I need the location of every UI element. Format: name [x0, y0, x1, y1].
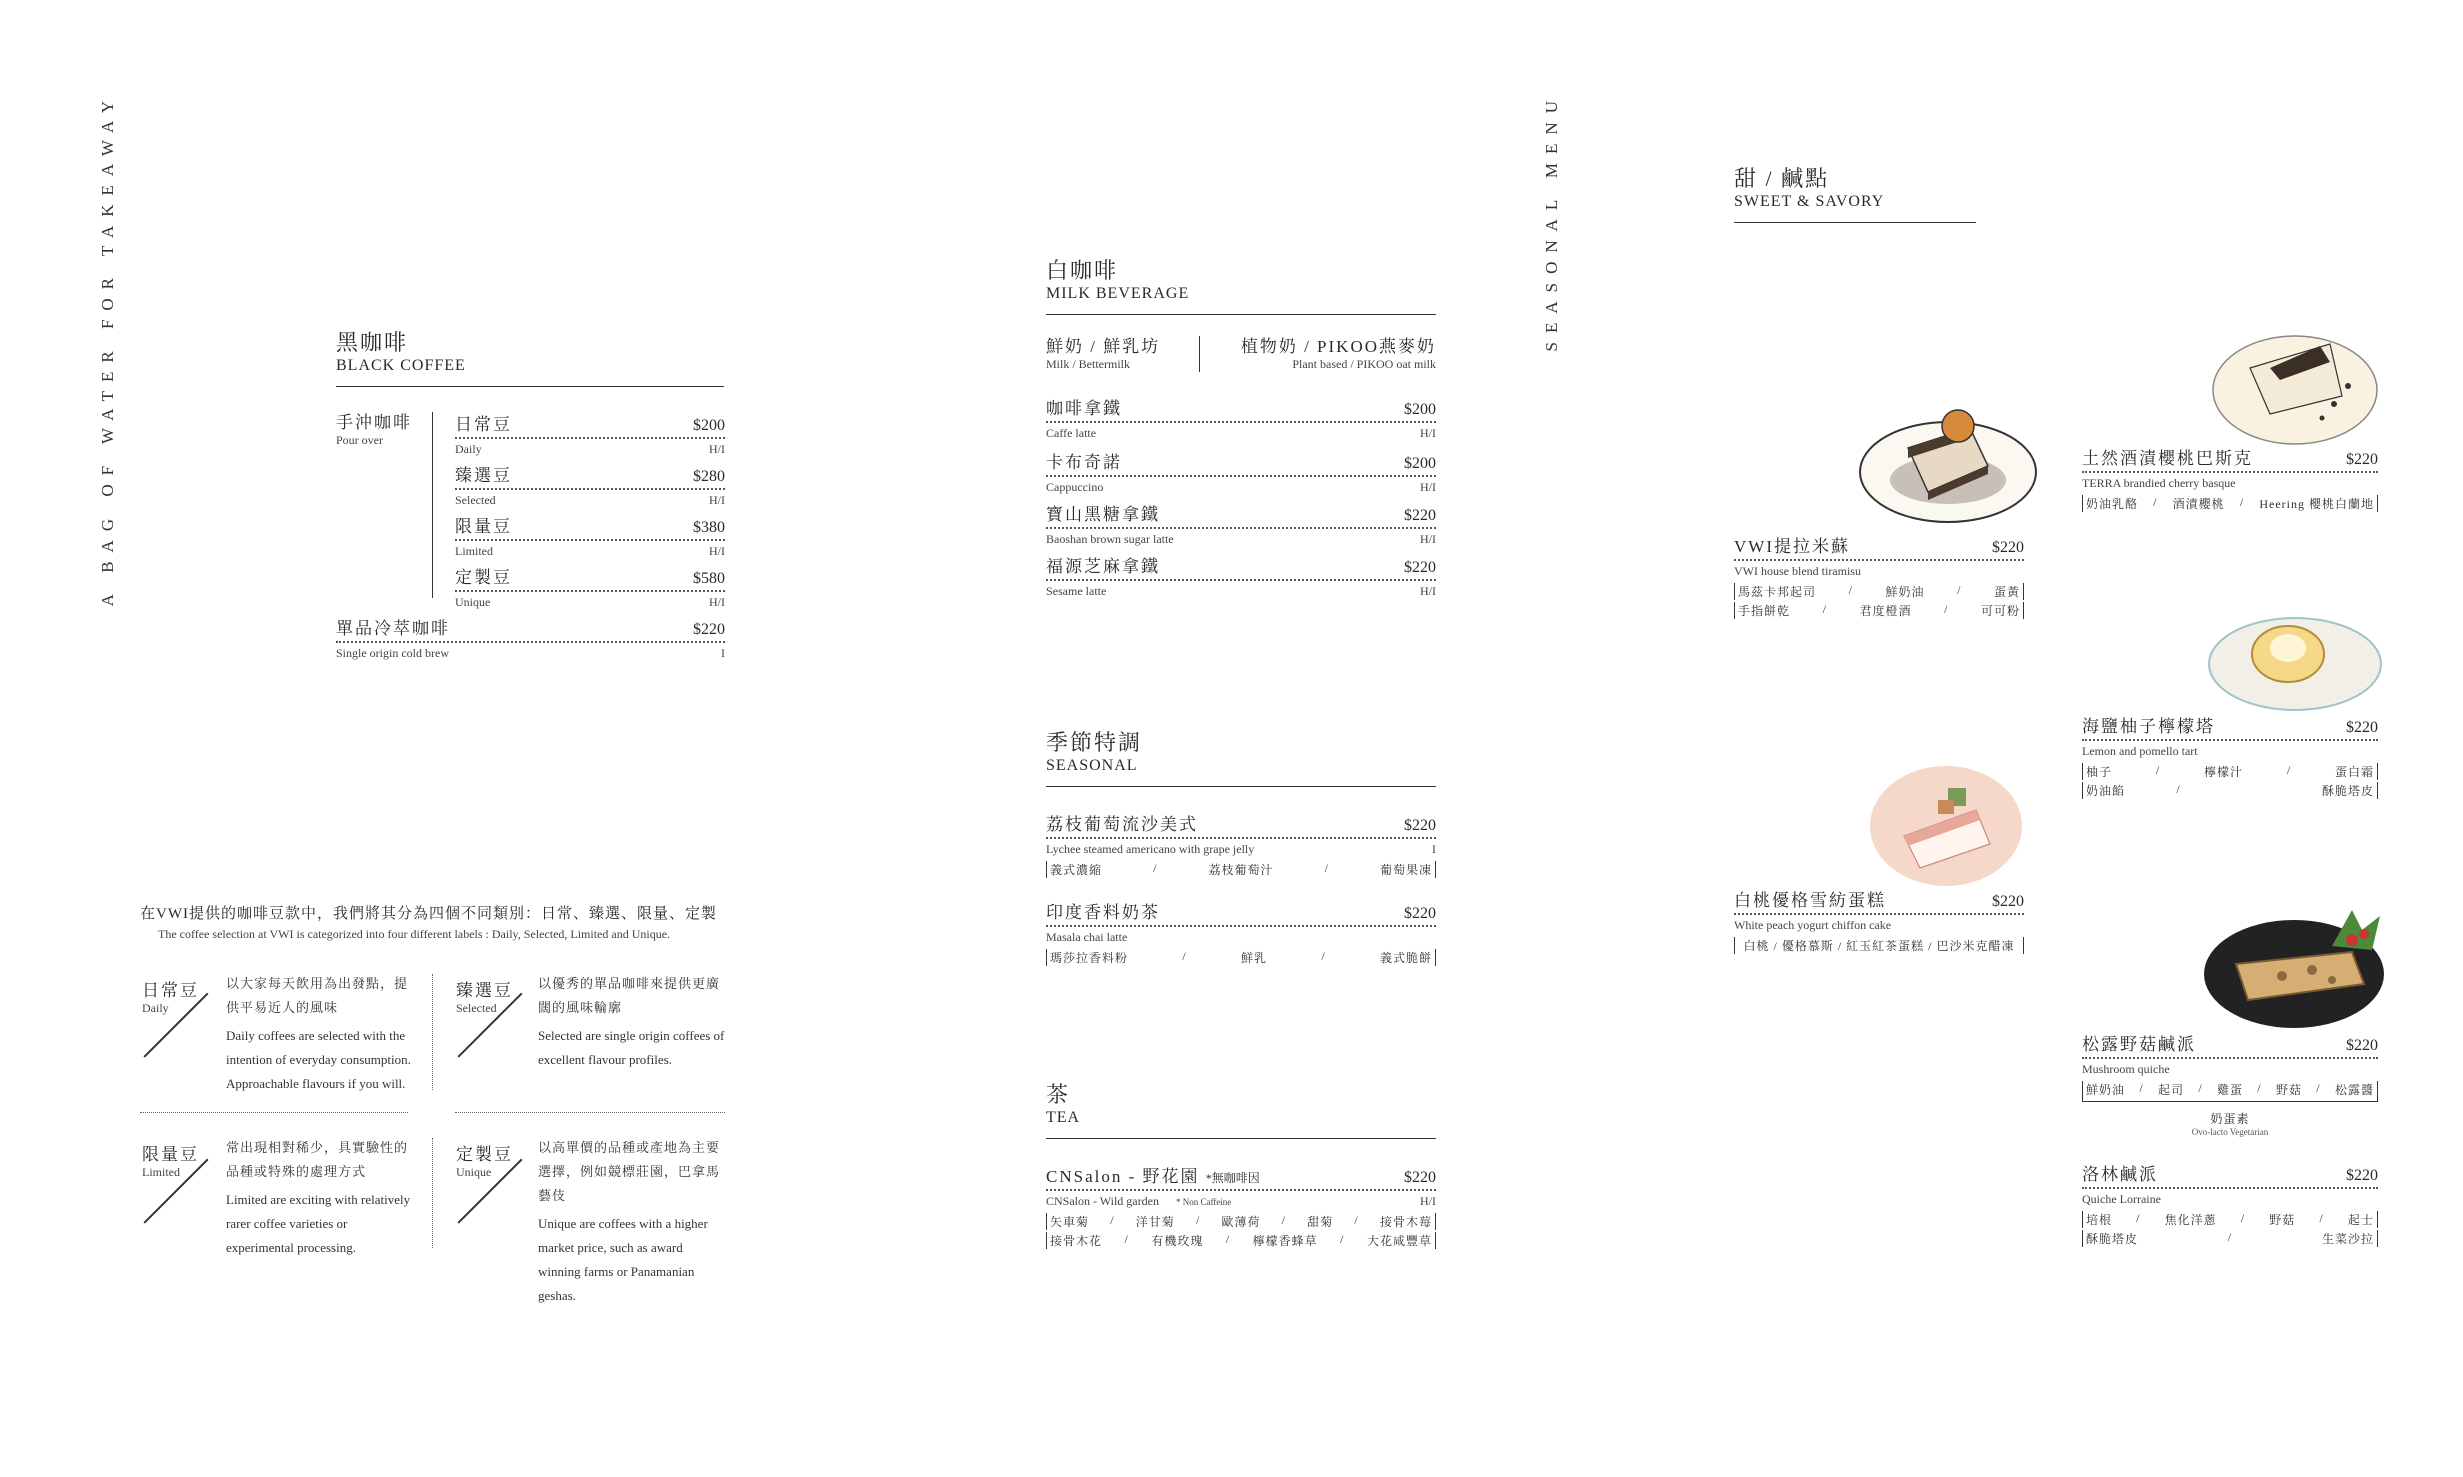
bean-cat-en: Limited — [142, 1165, 180, 1179]
ingredients — [2082, 1081, 2378, 1102]
bean-cat-selected-desc — [538, 972, 728, 1072]
item-name: 海鹽柚子檸檬塔 — [2082, 717, 2215, 736]
milk-subtitle: MILK BEVERAGE — [1046, 285, 1190, 303]
separator: / — [2240, 1211, 2246, 1225]
item-price: $220 — [1404, 507, 1436, 524]
item-name-en: Daily — [455, 442, 482, 456]
bean-cat-en: Selected — [456, 1001, 497, 1015]
ingredient: 奶油乳酪 — [2086, 497, 2139, 511]
separator: / — [1354, 1213, 1359, 1227]
option-zh: 鮮奶 / 鮮乳坊 — [1046, 337, 1161, 356]
ingredient: 生菜沙拉 — [2321, 1232, 2374, 1246]
milk-section — [1046, 258, 1436, 315]
item-temp: H/I — [1420, 1194, 1436, 1208]
separator: / — [2136, 1211, 2141, 1225]
vegetarian-label: 奶蛋素 — [2210, 1112, 2250, 1126]
item-name: CNSalon - 野花園 — [1046, 1167, 1200, 1186]
divider — [432, 412, 433, 598]
menu-item-chiffon-cake — [1734, 886, 2024, 954]
sweet-title: 甜 / 鹹點 — [1734, 166, 1830, 191]
separator: / — [2286, 763, 2292, 777]
item-price: $380 — [693, 519, 725, 536]
item-temp: H/I — [709, 442, 725, 456]
bean-cat-zh: 限量豆 — [142, 1145, 199, 1164]
item-price: $280 — [693, 468, 725, 485]
ingredients — [1734, 583, 2024, 600]
divider — [140, 1112, 408, 1113]
item-name: 定製豆 — [455, 568, 512, 587]
beans-intro-zh: 在VWI提供的咖啡豆款中，我們將其分為四個不同類別：日常、臻選、限量、定製 — [140, 906, 717, 922]
separator: / — [2257, 1081, 2262, 1095]
ingredient: 馬茲卡邦起司 — [1738, 585, 1817, 599]
lemon-tart-image — [2206, 604, 2384, 714]
item-name: 土然酒漬櫻桃巴斯克 — [2082, 449, 2253, 468]
milk-option-1 — [1046, 332, 1160, 372]
menu-item-sesame-latte — [1046, 552, 1436, 599]
side-label-seasonal: SEASONAL MENU — [1542, 92, 1561, 352]
ingredients — [1734, 602, 2024, 619]
separator: / — [1195, 1213, 1201, 1227]
divider — [1046, 1138, 1436, 1139]
ingredients — [2082, 1230, 2378, 1247]
menu-item-lemon-tart — [2082, 712, 2378, 799]
separator: / — [1110, 1213, 1115, 1227]
option-en: Milk / Bettermilk — [1046, 357, 1130, 371]
ingredient: 瑪莎拉香料粉 — [1050, 951, 1129, 965]
tea-section — [1046, 1082, 1436, 1139]
divider — [432, 974, 433, 1090]
ingredients — [1046, 861, 1436, 878]
separator: / — [1225, 1232, 1231, 1246]
bean-desc-zh: 以優秀的單品咖啡來提供更廣闊的風味輪廓 — [538, 976, 721, 1015]
ingredient: 松露醬 — [2334, 1083, 2374, 1097]
ingredients — [2082, 763, 2378, 780]
item-name: 洛林鹹派 — [2082, 1165, 2158, 1184]
menu-item-masala-chai — [1046, 898, 1436, 966]
separator: / — [1324, 861, 1329, 875]
vegetarian-label-en: Ovo-lacto Vegetarian — [2191, 1127, 2269, 1137]
ingredient: 奶油餡 — [2086, 784, 2126, 798]
separator: / — [1153, 861, 1158, 875]
ingredient: 蛋黃 — [1993, 585, 2020, 599]
bean-desc-en: Selected are single origin coffees of excellent flavour profiles. — [538, 1028, 725, 1067]
ingredient: 鮮奶油 — [2086, 1083, 2126, 1097]
separator: / — [2155, 763, 2161, 777]
bean-cat-unique-desc — [538, 1136, 728, 1308]
ingredients — [2082, 495, 2378, 512]
item-name: 臻選豆 — [455, 466, 512, 485]
beans-intro-en: The coffee selection at VWI is categorized into four different labels : Daily, Selected, Limited and Unique. — [158, 927, 671, 941]
ingredient: 葡萄果凍 — [1379, 863, 1432, 877]
ingredient: 柚子 — [2086, 765, 2113, 779]
separator: / — [1848, 583, 1853, 597]
side-label-takeaway: A BAG OF WATER FOR TAKEAWAY — [98, 92, 117, 607]
separator: / — [2153, 495, 2158, 509]
black-coffee-section — [336, 330, 724, 387]
item-temp: H/I — [1420, 480, 1436, 494]
item-name-en: Caffe latte — [1046, 426, 1097, 440]
separator: / — [1822, 602, 1827, 616]
menu-item-selected — [455, 461, 725, 508]
item-price: $220 — [1404, 1169, 1436, 1186]
item-name-en: Lychee steamed americano with grape jelly — [1046, 842, 1255, 856]
ingredient: 接骨木花 — [1050, 1234, 1103, 1248]
item-name: 印度香料奶茶 — [1046, 903, 1160, 922]
ingredient: 接骨木莓 — [1379, 1215, 1432, 1229]
ingredients — [2082, 782, 2378, 799]
separator: / — [1321, 949, 1326, 963]
separator: / — [1340, 1232, 1345, 1246]
bean-cat-zh: 臻選豆 — [456, 981, 513, 1000]
divider — [1199, 336, 1200, 372]
bean-cat-limited-desc — [226, 1136, 416, 1260]
item-name: 日常豆 — [455, 415, 512, 434]
menu-item-tiramisu — [1734, 532, 2024, 619]
option-zh: 植物奶 / PIKOO燕麥奶 — [1240, 337, 1436, 356]
ingredient: 手指餅乾 — [1738, 604, 1791, 618]
item-temp: H/I — [709, 493, 725, 507]
separator: / — [1944, 602, 1949, 616]
item-name-en: TERRA brandied cherry basque — [2082, 476, 2236, 490]
bean-desc-zh: 以高單價的品種或產地為主要選擇，例如競標莊園，巴拿馬藝伎 — [538, 1140, 721, 1203]
ingredient: 義式脆餅 — [1379, 951, 1432, 965]
caffeine-note: *無咖啡因 — [1205, 1171, 1260, 1185]
ingredient: 檸檬汁 — [2203, 765, 2243, 779]
item-price: $220 — [2346, 1037, 2378, 1054]
item-price: $580 — [693, 570, 725, 587]
menu-item-limited — [455, 512, 725, 559]
menu-item-wild-garden-tea — [1046, 1162, 1436, 1249]
item-price: $200 — [1404, 401, 1436, 418]
item-temp: I — [1432, 842, 1436, 856]
menu-item-cappuccino — [1046, 448, 1436, 495]
seasonal-subtitle: SEASONAL — [1046, 757, 1138, 775]
item-name-en: Selected — [455, 493, 496, 507]
ingredients — [2082, 1211, 2378, 1228]
ingredient: 鮮乳 — [1240, 951, 1267, 965]
menu-item-brown-sugar-latte — [1046, 500, 1436, 547]
item-name: 荔枝葡萄流沙美式 — [1046, 815, 1198, 834]
item-name: 福源芝麻拿鐵 — [1046, 557, 1160, 576]
item-name-en: Masala chai latte — [1046, 930, 1128, 944]
item-name-en: Unique — [455, 595, 491, 609]
divider — [1046, 786, 1436, 787]
item-name: 卡布奇諾 — [1046, 453, 1122, 472]
bean-desc-en: Limited are exciting with relatively rarer coffee varieties or experimental processing. — [226, 1192, 411, 1255]
ingredient: 白桃 / 優格慕斯 / 紅玉紅茶蛋糕 / 巴沙米克醋凍 — [1743, 939, 2015, 953]
ingredient: 焦化洋蔥 — [2164, 1213, 2217, 1227]
ingredients — [1734, 937, 2024, 954]
tea-subtitle: TEA — [1046, 1109, 1081, 1127]
item-name-en: Cappuccino — [1046, 480, 1104, 494]
tiramisu-image — [1858, 400, 2038, 530]
divider — [1046, 314, 1436, 315]
divider — [432, 1138, 433, 1248]
basque-cake-image — [2210, 326, 2380, 446]
item-temp: H/I — [1420, 584, 1436, 598]
item-name: 寶山黑糖拿鐵 — [1046, 505, 1160, 524]
bean-desc-zh: 以大家每天飲用為出發點，提供平易近人的風味 — [226, 976, 409, 1015]
item-name: 限量豆 — [455, 517, 512, 536]
item-name-en: Single origin cold brew — [336, 646, 449, 660]
item-price: $220 — [1404, 817, 1436, 834]
seasonal-title: 季節特調 — [1046, 730, 1143, 755]
separator: / — [1182, 949, 1187, 963]
ingredient: 酥脆塔皮 — [2321, 784, 2374, 798]
ingredient: 君度橙酒 — [1859, 604, 1912, 618]
ingredient: 培根 — [2086, 1213, 2113, 1227]
ingredient: Heering 櫻桃白蘭地 — [2259, 497, 2374, 511]
divider — [1734, 222, 1976, 223]
separator: / — [2316, 1081, 2321, 1095]
ingredient: 矢車菊 — [1050, 1215, 1090, 1229]
mushroom-quiche-image — [2202, 900, 2392, 1030]
ingredient: 起司 — [2157, 1083, 2184, 1097]
menu-item-quiche-lorraine — [2082, 1160, 2378, 1247]
item-name: 咖啡拿鐵 — [1046, 399, 1122, 418]
ingredient: 鮮奶油 — [1885, 585, 1925, 599]
menu-item-mushroom-quiche — [2082, 1030, 2378, 1137]
item-temp: H/I — [1420, 426, 1436, 440]
item-name: 白桃優格雪紡蛋糕 — [1734, 891, 1886, 910]
pour-over-zh: 手沖咖啡 — [336, 413, 412, 432]
separator: / — [2176, 782, 2181, 796]
menu-item-latte — [1046, 394, 1436, 441]
pour-over-label — [336, 408, 412, 448]
item-temp: H/I — [709, 595, 725, 609]
item-name: VWI提拉米蘇 — [1734, 537, 1850, 556]
bean-cat-en: Unique — [456, 1165, 492, 1179]
tea-title: 茶 — [1046, 1082, 1071, 1107]
item-name: 松露野菇鹹派 — [2082, 1035, 2196, 1054]
bean-desc-en: Unique are coffees with a higher market price, such as award winning farms or Panamanian geshas. — [538, 1216, 708, 1303]
separator: / — [1957, 583, 1962, 597]
ingredient: 歐薄荷 — [1221, 1215, 1261, 1229]
item-name-en: White peach yogurt chiffon cake — [1734, 918, 1892, 932]
separator: / — [2198, 1081, 2203, 1095]
item-name-en: Lemon and pomello tart — [2082, 744, 2198, 758]
ingredient: 野菇 — [2269, 1213, 2296, 1227]
bean-cat-zh: 定製豆 — [456, 1145, 513, 1164]
menu-item-unique — [455, 563, 725, 610]
beans-intro — [140, 902, 730, 942]
ingredient: 起士 — [2347, 1213, 2374, 1227]
sweet-subtitle: SWEET & SAVORY — [1734, 193, 1885, 211]
item-name-en: Quiche Lorraine — [2082, 1192, 2161, 1206]
item-name-en: Mushroom quiche — [2082, 1062, 2170, 1076]
bean-cat-daily-desc — [226, 972, 416, 1096]
ingredient: 檸檬香蜂草 — [1252, 1234, 1318, 1248]
separator: / — [2227, 1230, 2233, 1244]
bean-cat-en: Daily — [142, 1001, 169, 1015]
separator: / — [2239, 495, 2245, 509]
item-price: $220 — [2346, 719, 2378, 736]
item-price: $220 — [1404, 559, 1436, 576]
menu-item-basque — [2082, 444, 2378, 512]
item-temp: H/I — [1420, 532, 1436, 546]
separator: / — [2319, 1211, 2324, 1225]
option-en: Plant based / PIKOO oat milk — [1292, 357, 1436, 371]
black-coffee-subtitle: BLACK COFFEE — [336, 357, 466, 375]
separator: / — [2139, 1081, 2144, 1095]
bean-desc-zh: 常出現相對稀少，具實驗性的品種或特殊的處理方式 — [226, 1140, 409, 1179]
ingredients — [1046, 1232, 1436, 1249]
menu-item-daily — [455, 410, 725, 457]
chiffon-cake-image — [1866, 760, 2026, 890]
divider — [455, 1112, 725, 1113]
ingredient: 蛋白霜 — [2334, 765, 2374, 779]
menu-item-cold-brew — [336, 614, 725, 661]
ingredient: 洋甘菊 — [1135, 1215, 1175, 1229]
divider — [336, 386, 724, 387]
item-temp: I — [721, 646, 725, 660]
item-price: $200 — [693, 417, 725, 434]
black-coffee-title: 黑咖啡 — [336, 330, 409, 355]
bean-desc-en: Daily coffees are selected with the intention of everyday consumption. Approachable flavours if you will. — [226, 1028, 411, 1091]
item-name-en: Baoshan brown sugar latte — [1046, 532, 1174, 546]
seasonal-section — [1046, 730, 1436, 787]
menu-item-lychee-americano — [1046, 810, 1436, 878]
milk-option-2 — [1240, 332, 1436, 372]
bean-cat-zh: 日常豆 — [142, 981, 199, 1000]
item-price: $220 — [2346, 1167, 2378, 1184]
item-name-en: Sesame latte — [1046, 584, 1107, 598]
milk-title: 白咖啡 — [1046, 258, 1119, 283]
separator: / — [1281, 1213, 1287, 1227]
ingredient: 野菇 — [2275, 1083, 2302, 1097]
ingredient: 酥脆塔皮 — [2086, 1232, 2139, 1246]
item-price: $220 — [1992, 893, 2024, 910]
item-name-en: VWI house blend tiramisu — [1734, 564, 1861, 578]
ingredient: 荔枝葡萄汁 — [1208, 863, 1274, 877]
ingredient: 酒漬櫻桃 — [2172, 497, 2225, 511]
ingredient: 大花咸豐草 — [1366, 1234, 1432, 1248]
item-price: $200 — [1404, 455, 1436, 472]
caffeine-note-en: * Non Caffeine — [1175, 1197, 1232, 1207]
ingredient: 甜菊 — [1307, 1215, 1334, 1229]
ingredients — [1046, 949, 1436, 966]
item-price: $220 — [693, 621, 725, 638]
separator: / — [1124, 1232, 1129, 1246]
ingredient: 雞蛋 — [2216, 1083, 2243, 1097]
sweet-section — [1734, 166, 1976, 223]
item-name: 單品冷萃咖啡 — [336, 619, 450, 638]
ingredient: 有機玫瑰 — [1151, 1234, 1204, 1248]
item-price: $220 — [1992, 539, 2024, 556]
item-name-en: CNSalon - Wild garden — [1046, 1194, 1159, 1208]
item-temp: H/I — [709, 544, 725, 558]
item-name-en: Limited — [455, 544, 493, 558]
ingredient: 可可粉 — [1980, 604, 2020, 618]
item-price: $220 — [1404, 905, 1436, 922]
item-price: $220 — [2346, 451, 2378, 468]
ingredients — [1046, 1213, 1436, 1230]
pour-over-en: Pour over — [336, 433, 383, 447]
ingredient: 義式濃縮 — [1050, 863, 1103, 877]
